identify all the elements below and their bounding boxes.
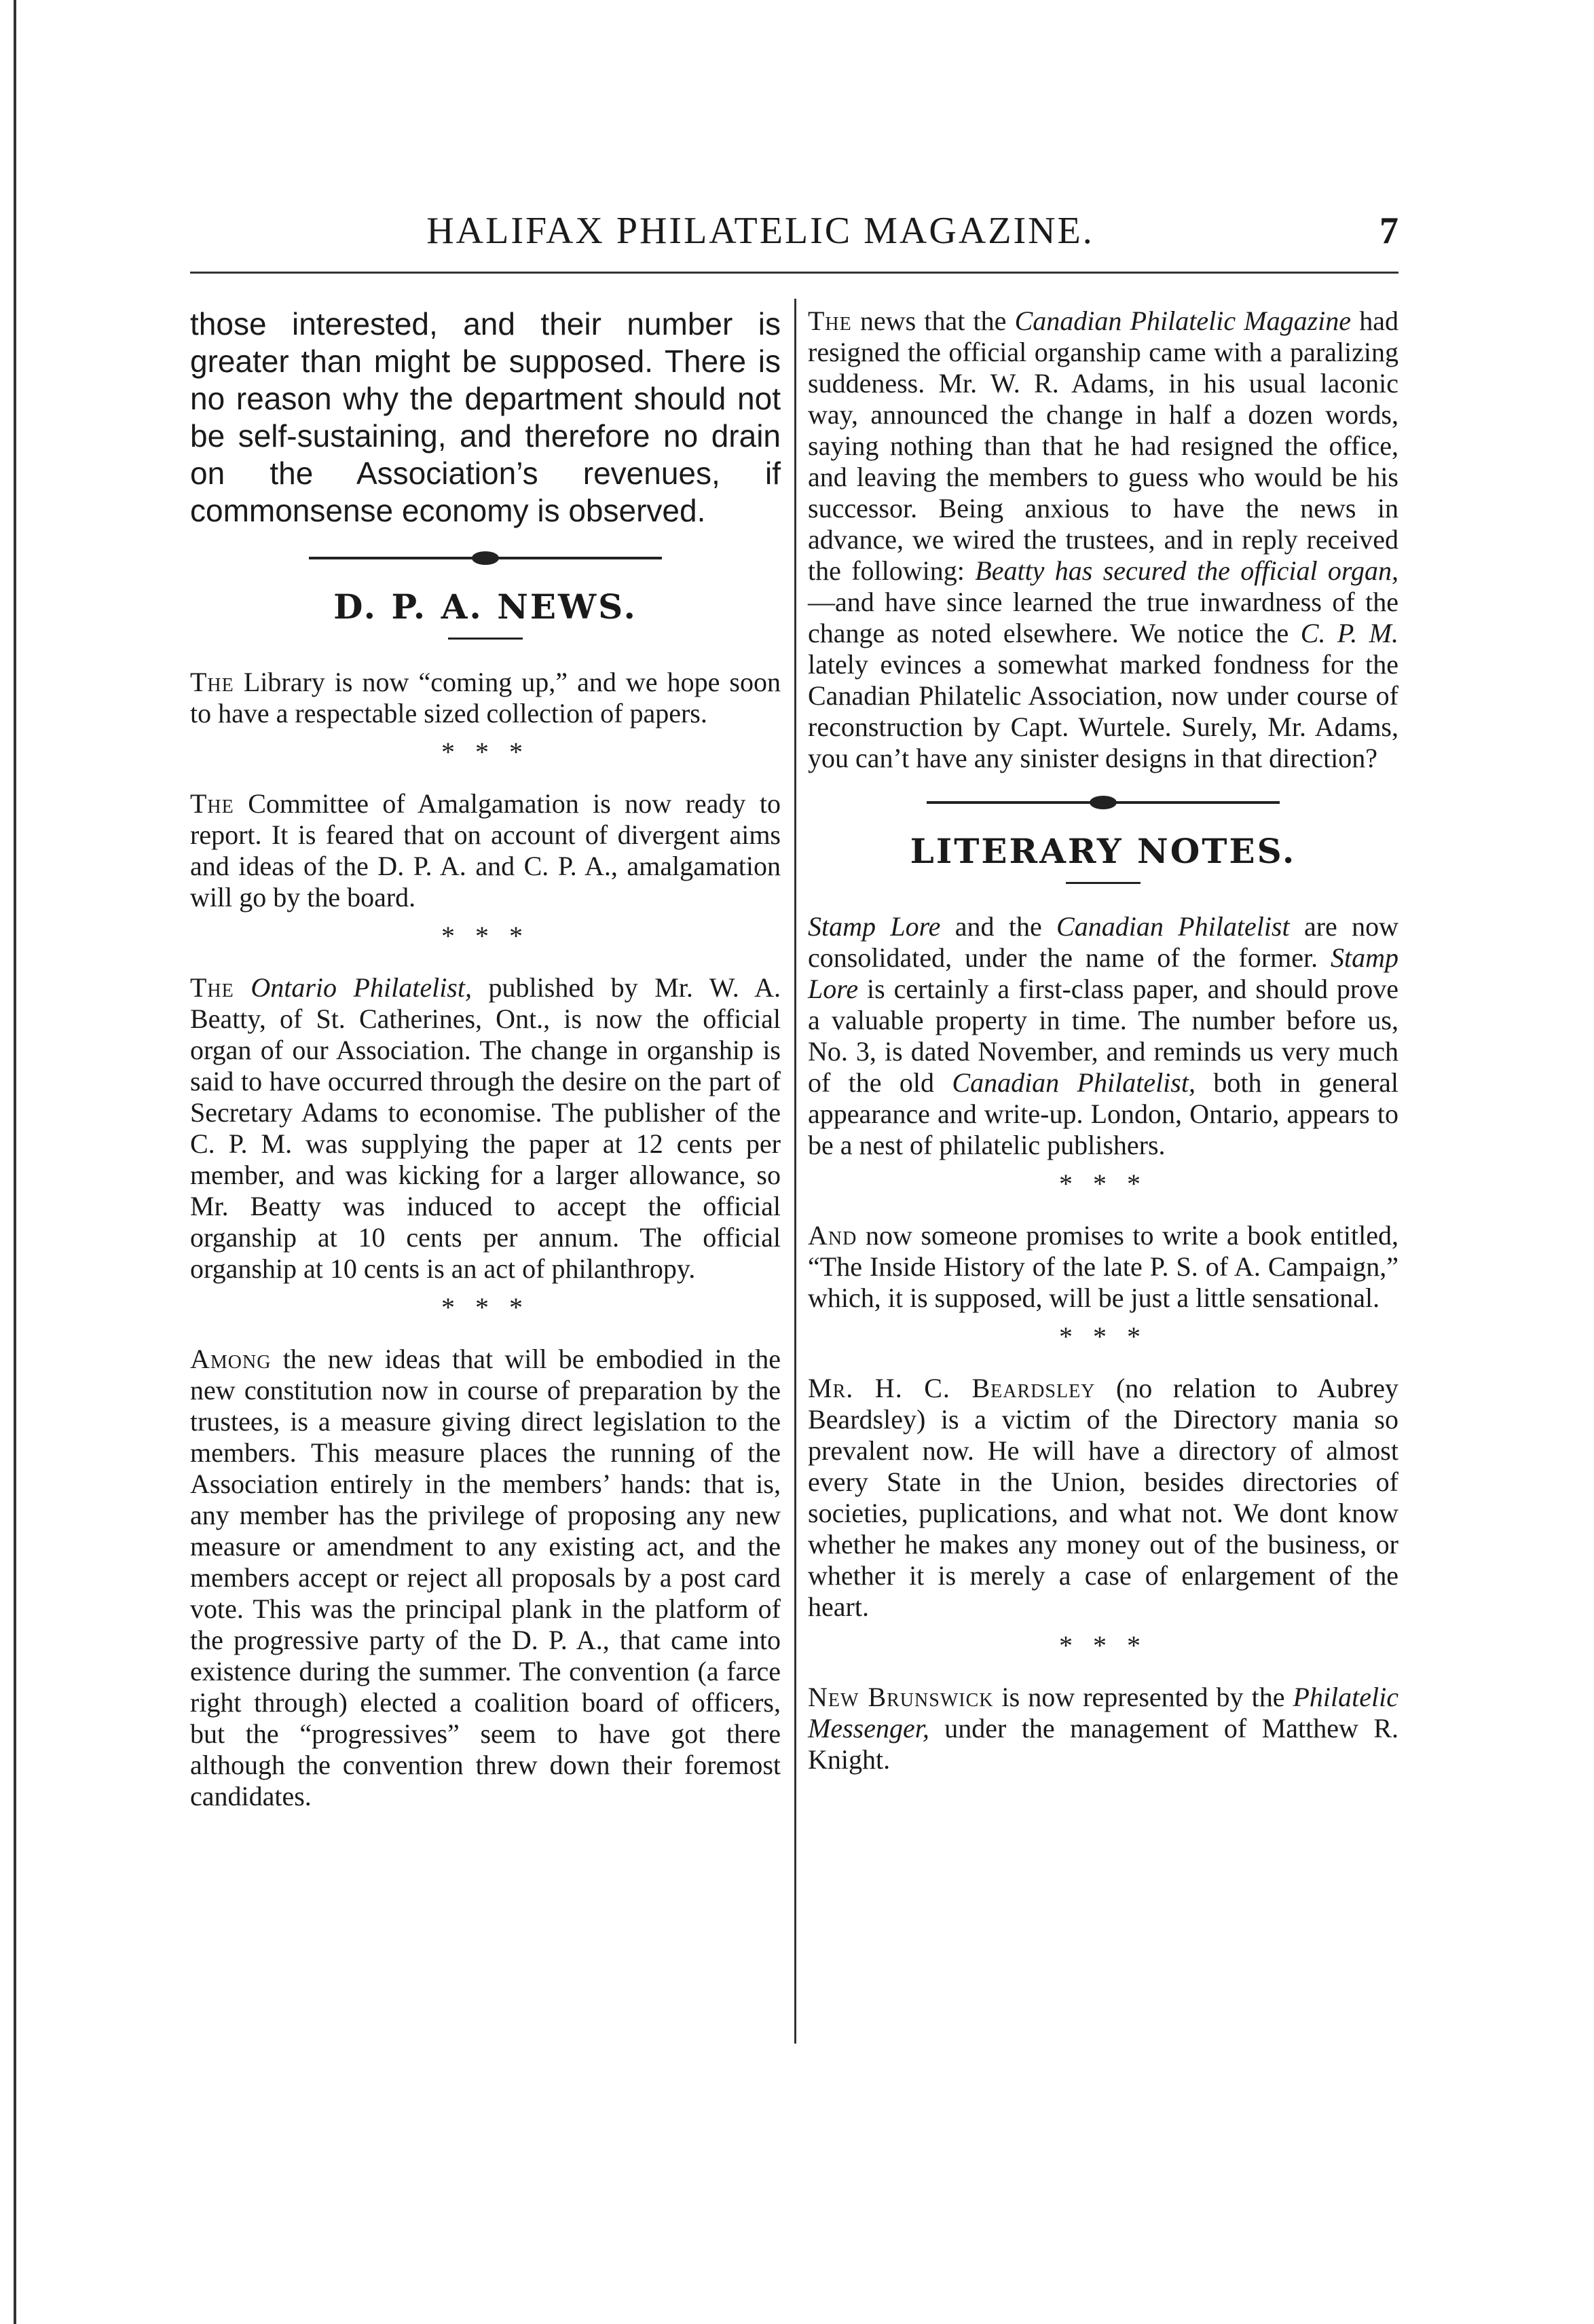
item-text: published by Mr. W. A. Beatty, of St. Catherines, Ont., is now the official organ of our Association. The change in organship is said to have occurred through the desire on the part of Secretary Adams to economise. The publisher of the C. P. M. was supplying the paper at 12 cents per member, and was kicking for a larger allowance, so Mr. Beatty was induced to accept the official organship at 10 cents per annum. The official organship at 10 cents is an act of philanthropy. <box>190 972 781 1284</box>
asterism: * * * <box>441 737 530 767</box>
telegram-quote: Beatty has secured the official organ, <box>975 555 1398 586</box>
publication-title: Philatelic Messenger, <box>808 1682 1398 1744</box>
news-item-amalgamation <box>190 788 781 913</box>
item-text: is now represented by the <box>993 1682 1293 1712</box>
column-divider <box>794 299 796 2044</box>
item-text: Library is now “coming up,” and we hope soon to have a respectable sized collection of papers. <box>190 667 781 728</box>
note-stamp-lore <box>808 911 1398 1161</box>
page-header <box>190 204 1398 265</box>
news-item-ontario-philatelist <box>190 972 781 1285</box>
lead-word: The <box>190 788 234 819</box>
item-text: under the management of Matthew R. Knight. <box>808 1713 1398 1775</box>
publication-title: Stamp Lore <box>808 911 941 942</box>
publication-title: Canadian Philatelist, <box>952 1067 1196 1098</box>
publication-title: Canadian Philatelist <box>1056 911 1290 942</box>
lead-word: The <box>190 667 234 697</box>
heading-rule <box>1066 882 1141 884</box>
note-beardsley <box>808 1373 1398 1623</box>
lead-word: Mr. H. C. Beardsley <box>808 1373 1096 1403</box>
item-text: Committee of Amalgamation is now ready to report. It is feared that on account of divergent aims and ideas of the D. P. A. and C. P. A., amalgamation will go by the board. <box>190 788 781 912</box>
right-column <box>808 306 1398 1775</box>
item-text: news that the <box>851 306 1015 336</box>
lead-word: The <box>190 972 234 1003</box>
running-title: HALIFAX PHILATELIC MAGAZINE. <box>426 210 1094 252</box>
header-rule <box>190 272 1398 274</box>
binding-edge <box>14 0 16 2324</box>
news-item-library <box>190 667 781 729</box>
lead-word: The <box>808 306 852 336</box>
section-heading-literary-notes: LITERARY NOTES. <box>910 831 1297 871</box>
page-number: 7 <box>1379 210 1398 252</box>
left-column <box>190 306 781 1812</box>
publication-title: Canadian Philatelic Magazine <box>1014 306 1352 336</box>
publication-abbrev: C. P. M. <box>1300 618 1398 648</box>
item-text: is certainly a first-class paper, and should prove a valuable property in time. The number before us, No. 3, is dated November, and reminds us very much of the old <box>808 974 1398 1098</box>
news-item-constitution <box>190 1344 781 1812</box>
note-new-brunswick <box>808 1682 1398 1775</box>
item-text: are now consolidated, under the name of the former. <box>808 911 1398 973</box>
item-text: (no relation to Aubrey Beardsley) is a victim of the Directory mania so prevalent now. He will have a directory of almost every State in the Union, besides directories of societies, puplications, and what not. We dont know whether he makes any money out of the business, or whether it is merely a case of enlargement of the heart. <box>808 1373 1398 1622</box>
news-item-official-organ <box>808 306 1398 774</box>
lead-word: And <box>808 1220 857 1251</box>
item-text: now someone promises to write a book entitled, “The Inside History of the late P. S. of A. Campaign,” which, it is supposed, will be just a little sensational. <box>808 1220 1398 1313</box>
item-text: the new ideas that will be embodied in the new constitution now in course of preparation by the trustees, is a measure giving direct legislation to the members. This measure places the running of the Association entirely in the members’ hands: that is, any member has the privilege of proposing any new measure or amendment to any existing act, and the members accept or reject all proposals by a post card vote. This was the principal plank in the platform of the progressive party of the D. P. A., that came into existence during the summer. The convention (a farce right through) elected a coalition board of officers, but the “progressives” seem to have got there although the convention threw down their foremost candidates. <box>190 1344 781 1811</box>
asterism: * * * <box>1059 1630 1147 1661</box>
publication-title: Ontario Philatelist, <box>251 972 472 1003</box>
asterism: * * * <box>441 921 530 951</box>
lead-word: New Brunswick <box>808 1682 994 1712</box>
asterism: * * * <box>1059 1168 1147 1199</box>
section-heading-dpa-news: D. P. A. NEWS. <box>333 587 637 627</box>
note-inside-history <box>808 1220 1398 1314</box>
item-text: had resigned the official organship came with a paralizing suddeness. Mr. W. R. Adams, in his usual laconic way, announced the change in half a dozen words, saying nothing than that he had resigned the office, and leaving the members to guess who would be his successor. Being anxious to have the news in advance, we wired the trustees, and in reply received the following: <box>808 306 1398 586</box>
asterism: * * * <box>441 1292 530 1323</box>
item-text: both in general appearance and write-up. London, Ontario, appears to be a nest of philatelic publishers. <box>808 1067 1398 1160</box>
publication-title: Stamp Lore <box>808 942 1398 1004</box>
asterism: * * * <box>1059 1321 1147 1352</box>
item-text: lately evinces a somewhat marked fondness for the Canadian Philatelic Association, now under course of reconstruction by Capt. Wurtele. Surely, Mr. Adams, you can’t have any sinister designs in that direction? <box>808 649 1398 773</box>
ornament-divider <box>309 557 662 559</box>
heading-rule <box>448 638 523 640</box>
lead-word: Among <box>190 1344 272 1374</box>
item-text: —and have since learned the true inwardness of the change as noted elsewhere. We notice the <box>808 587 1398 648</box>
item-text: and the <box>940 911 1057 942</box>
ornament-divider <box>927 801 1280 804</box>
continued-paragraph: those interested, and their number is greater than might be supposed. There is no reason why the department should not be self-sustaining, and therefore no drain on the Association’s revenues, if commonsense economy is observed. <box>190 306 781 528</box>
